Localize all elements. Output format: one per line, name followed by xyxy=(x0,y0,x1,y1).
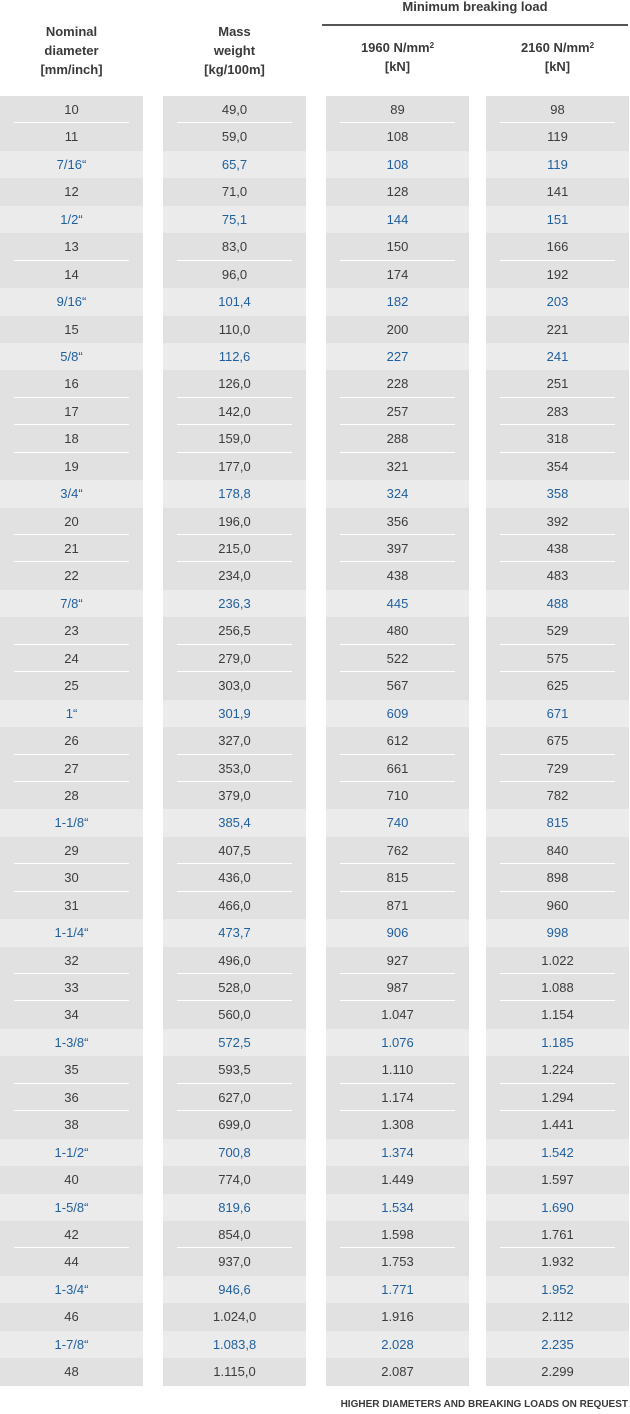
mass-cell: 560,0 xyxy=(163,1001,306,1028)
diameter-cell: 27 xyxy=(0,755,143,782)
load-2160-cell: 529 xyxy=(486,617,629,644)
diameter-cell: 40 xyxy=(0,1166,143,1193)
mass-cell: 178,8 xyxy=(163,480,306,507)
mass-cell: 379,0 xyxy=(163,782,306,809)
diameter-cell: 24 xyxy=(0,645,143,672)
mass-cell: 1.115,0 xyxy=(163,1358,306,1385)
load-2160-cell: 1.597 xyxy=(486,1166,629,1193)
diameter-cell: 33 xyxy=(0,974,143,1001)
load-1960-cell: 1.308 xyxy=(326,1111,469,1138)
diameter-cell: 1“ xyxy=(0,700,143,727)
load-1960-cell: 1.374 xyxy=(326,1139,469,1166)
load-1960-cell: 150 xyxy=(326,233,469,260)
load-2160-cell: 241 xyxy=(486,343,629,370)
load-1960-cell: 445 xyxy=(326,590,469,617)
load-1960-cell: 1.598 xyxy=(326,1221,469,1248)
mass-cell: 71,0 xyxy=(163,178,306,205)
mass-cell: 159,0 xyxy=(163,425,306,452)
mass-cell: 937,0 xyxy=(163,1248,306,1275)
load-1960-cell: 522 xyxy=(326,645,469,672)
load-1960-cell: 567 xyxy=(326,672,469,699)
mass-cell: 279,0 xyxy=(163,645,306,672)
load-2160-cell: 782 xyxy=(486,782,629,809)
mass-cell: 946,6 xyxy=(163,1276,306,1303)
diameter-cell: 13 xyxy=(0,233,143,260)
diameter-cell: 7/8“ xyxy=(0,590,143,617)
diameter-cell: 1-1/8“ xyxy=(0,809,143,836)
diameter-cell: 46 xyxy=(0,1303,143,1330)
diameter-cell: 10 xyxy=(0,96,143,123)
mass-cell: 473,7 xyxy=(163,919,306,946)
load-2160-cell: 1.952 xyxy=(486,1276,629,1303)
load-1960-cell: 438 xyxy=(326,562,469,589)
load-2160-cell: 625 xyxy=(486,672,629,699)
load-1960-cell: 182 xyxy=(326,288,469,315)
mass-cell: 1.024,0 xyxy=(163,1303,306,1330)
mass-cell: 96,0 xyxy=(163,261,306,288)
mass-cell: 496,0 xyxy=(163,947,306,974)
mass-cell: 700,8 xyxy=(163,1139,306,1166)
diameter-cell: 1-7/8“ xyxy=(0,1331,143,1358)
diameter-cell: 11 xyxy=(0,123,143,150)
diameter-cell: 3/4“ xyxy=(0,480,143,507)
load-1960-cell: 1.534 xyxy=(326,1194,469,1221)
load-2160-cell: 1.224 xyxy=(486,1056,629,1083)
load-1960-cell: 609 xyxy=(326,700,469,727)
load-2160-cell: 283 xyxy=(486,398,629,425)
load-1960-cell: 815 xyxy=(326,864,469,891)
mass-cell: 215,0 xyxy=(163,535,306,562)
mass-cell: 407,5 xyxy=(163,837,306,864)
load-1960-cell: 397 xyxy=(326,535,469,562)
diameter-cell: 14 xyxy=(0,261,143,288)
mass-cell: 65,7 xyxy=(163,151,306,178)
diameter-cell: 1-1/4“ xyxy=(0,919,143,946)
diameter-cell: 23 xyxy=(0,617,143,644)
load-2160-cell: 1.154 xyxy=(486,1001,629,1028)
mass-cell: 303,0 xyxy=(163,672,306,699)
diameter-cell: 36 xyxy=(0,1084,143,1111)
load-2160-cell: 898 xyxy=(486,864,629,891)
load-1960-cell: 144 xyxy=(326,206,469,233)
load-2160-cell: 392 xyxy=(486,508,629,535)
diameter-cell: 30 xyxy=(0,864,143,891)
mass-cell: 436,0 xyxy=(163,864,306,891)
mass-cell: 774,0 xyxy=(163,1166,306,1193)
load-1960-cell: 612 xyxy=(326,727,469,754)
load-2160-cell: 318 xyxy=(486,425,629,452)
mass-cell: 528,0 xyxy=(163,974,306,1001)
mass-cell: 385,4 xyxy=(163,809,306,836)
diameter-cell: 31 xyxy=(0,892,143,919)
mass-cell: 101,4 xyxy=(163,288,306,315)
load-2160-cell: 1.761 xyxy=(486,1221,629,1248)
load-2160-cell: 251 xyxy=(486,370,629,397)
mass-cell: 75,1 xyxy=(163,206,306,233)
mass-cell: 83,0 xyxy=(163,233,306,260)
diameter-cell: 25 xyxy=(0,672,143,699)
load-1960-cell: 661 xyxy=(326,755,469,782)
column-breaking-load-1960 xyxy=(326,96,469,1386)
load-2160-cell: 2.112 xyxy=(486,1303,629,1330)
load-2160-cell: 438 xyxy=(486,535,629,562)
load-2160-cell: 2.299 xyxy=(486,1358,629,1385)
load-2160-cell: 1.294 xyxy=(486,1084,629,1111)
load-1960-cell: 321 xyxy=(326,453,469,480)
load-1960-cell: 108 xyxy=(326,123,469,150)
load-2160-cell: 483 xyxy=(486,562,629,589)
diameter-cell: 1-5/8“ xyxy=(0,1194,143,1221)
load-1960-cell: 1.449 xyxy=(326,1166,469,1193)
load-1960-cell: 356 xyxy=(326,508,469,535)
load-2160-cell: 1.932 xyxy=(486,1248,629,1275)
mass-cell: 819,6 xyxy=(163,1194,306,1221)
load-2160-cell: 221 xyxy=(486,316,629,343)
diameter-cell: 26 xyxy=(0,727,143,754)
diameter-cell: 44 xyxy=(0,1248,143,1275)
load-1960-cell: 1.771 xyxy=(326,1276,469,1303)
load-1960-cell: 1.753 xyxy=(326,1248,469,1275)
load-2160-cell: 729 xyxy=(486,755,629,782)
diameter-cell: 9/16“ xyxy=(0,288,143,315)
mass-cell: 593,5 xyxy=(163,1056,306,1083)
load-1960-cell: 1.174 xyxy=(326,1084,469,1111)
mass-cell: 572,5 xyxy=(163,1029,306,1056)
load-2160-cell: 151 xyxy=(486,206,629,233)
diameter-cell: 32 xyxy=(0,947,143,974)
mass-cell: 112,6 xyxy=(163,343,306,370)
header-grade-2160: 2160 $N/mm^2$ [kN] xyxy=(520,40,595,74)
load-1960-cell: 174 xyxy=(326,261,469,288)
load-2160-cell: 2.235 xyxy=(486,1331,629,1358)
diameter-cell: 7/16“ xyxy=(0,151,143,178)
diameter-cell: 17 xyxy=(0,398,143,425)
load-2160-cell: 1.441 xyxy=(486,1111,629,1138)
mass-cell: 256,5 xyxy=(163,617,306,644)
load-2160-cell: 119 xyxy=(486,151,629,178)
mass-cell: 142,0 xyxy=(163,398,306,425)
diameter-cell: 38 xyxy=(0,1111,143,1138)
load-1960-cell: 128 xyxy=(326,178,469,205)
diameter-cell: 34 xyxy=(0,1001,143,1028)
load-1960-cell: 710 xyxy=(326,782,469,809)
diameter-cell: 28 xyxy=(0,782,143,809)
footer-note: HIGHER DIAMETERS AND BREAKING LOADS ON REQUEST xyxy=(340,1399,628,1410)
column-breaking-load-2160 xyxy=(486,96,629,1386)
diameter-cell: 20 xyxy=(0,508,143,535)
load-2160-cell: 671 xyxy=(486,700,629,727)
load-1960-cell: 927 xyxy=(326,947,469,974)
load-1960-cell: 288 xyxy=(326,425,469,452)
mass-cell: 177,0 xyxy=(163,453,306,480)
diameter-cell: 15 xyxy=(0,316,143,343)
load-2160-cell: 192 xyxy=(486,261,629,288)
mass-cell: 59,0 xyxy=(163,123,306,150)
mass-cell: 353,0 xyxy=(163,755,306,782)
diameter-cell: 35 xyxy=(0,1056,143,1083)
load-1960-cell: 324 xyxy=(326,480,469,507)
mass-cell: 1.083,8 xyxy=(163,1331,306,1358)
load-2160-cell: 354 xyxy=(486,453,629,480)
mass-cell: 126,0 xyxy=(163,370,306,397)
load-1960-cell: 257 xyxy=(326,398,469,425)
load-2160-cell: 488 xyxy=(486,590,629,617)
diameter-cell: 1-1/2“ xyxy=(0,1139,143,1166)
load-2160-cell: 358 xyxy=(486,480,629,507)
header-mass-weight: Mass weight [kg/100m] xyxy=(204,24,265,77)
load-1960-cell: 906 xyxy=(326,919,469,946)
load-2160-cell: 1.542 xyxy=(486,1139,629,1166)
mass-cell: 854,0 xyxy=(163,1221,306,1248)
diameter-cell: 18 xyxy=(0,425,143,452)
load-2160-cell: 815 xyxy=(486,809,629,836)
load-2160-cell: 960 xyxy=(486,892,629,919)
header-grade-1960: 1960 $N/mm^2$ [kN] xyxy=(360,40,435,74)
load-1960-cell: 871 xyxy=(326,892,469,919)
header-divider xyxy=(322,24,628,26)
mass-cell: 236,3 xyxy=(163,590,306,617)
mass-cell: 234,0 xyxy=(163,562,306,589)
load-2160-cell: 675 xyxy=(486,727,629,754)
load-2160-cell: 998 xyxy=(486,919,629,946)
diameter-cell: 1-3/4“ xyxy=(0,1276,143,1303)
load-2160-cell: 1.185 xyxy=(486,1029,629,1056)
mass-cell: 466,0 xyxy=(163,892,306,919)
column-nominal-diameter xyxy=(0,96,143,1386)
load-1960-cell: 108 xyxy=(326,151,469,178)
diameter-cell: 19 xyxy=(0,453,143,480)
diameter-cell: 48 xyxy=(0,1358,143,1385)
mass-cell: 110,0 xyxy=(163,316,306,343)
load-2160-cell: 1.022 xyxy=(486,947,629,974)
load-1960-cell: 2.087 xyxy=(326,1358,469,1385)
load-2160-cell: 141 xyxy=(486,178,629,205)
load-1960-cell: 89 xyxy=(326,96,469,123)
mass-cell: 627,0 xyxy=(163,1084,306,1111)
load-2160-cell: 1.088 xyxy=(486,974,629,1001)
mass-cell: 327,0 xyxy=(163,727,306,754)
diameter-cell: 42 xyxy=(0,1221,143,1248)
header-nominal-diameter: Nominal diameter [mm/inch] xyxy=(40,24,103,77)
diameter-cell: 21 xyxy=(0,535,143,562)
diameter-cell: 29 xyxy=(0,837,143,864)
load-2160-cell: 203 xyxy=(486,288,629,315)
diameter-cell: 5/8“ xyxy=(0,343,143,370)
load-1960-cell: 1.916 xyxy=(326,1303,469,1330)
load-1960-cell: 227 xyxy=(326,343,469,370)
load-2160-cell: 119 xyxy=(486,123,629,150)
load-1960-cell: 480 xyxy=(326,617,469,644)
diameter-cell: 12 xyxy=(0,178,143,205)
load-1960-cell: 1.047 xyxy=(326,1001,469,1028)
load-2160-cell: 575 xyxy=(486,645,629,672)
mass-cell: 301,9 xyxy=(163,700,306,727)
mass-cell: 196,0 xyxy=(163,508,306,535)
load-1960-cell: 740 xyxy=(326,809,469,836)
mass-cell: 699,0 xyxy=(163,1111,306,1138)
load-2160-cell: 1.690 xyxy=(486,1194,629,1221)
mass-cell: 49,0 xyxy=(163,96,306,123)
diameter-cell: 1/2“ xyxy=(0,206,143,233)
load-2160-cell: 98 xyxy=(486,96,629,123)
load-1960-cell: 200 xyxy=(326,316,469,343)
diameter-cell: 22 xyxy=(0,562,143,589)
column-mass-weight xyxy=(163,96,306,1386)
load-1960-cell: 762 xyxy=(326,837,469,864)
load-1960-cell: 2.028 xyxy=(326,1331,469,1358)
diameter-cell: 16 xyxy=(0,370,143,397)
diameter-cell: 1-3/8“ xyxy=(0,1029,143,1056)
load-1960-cell: 1.110 xyxy=(326,1056,469,1083)
header-minimum-breaking-load: Minimum breaking load xyxy=(402,0,548,14)
load-2160-cell: 840 xyxy=(486,837,629,864)
load-1960-cell: 987 xyxy=(326,974,469,1001)
load-2160-cell: 166 xyxy=(486,233,629,260)
load-1960-cell: 228 xyxy=(326,370,469,397)
load-1960-cell: 1.076 xyxy=(326,1029,469,1056)
